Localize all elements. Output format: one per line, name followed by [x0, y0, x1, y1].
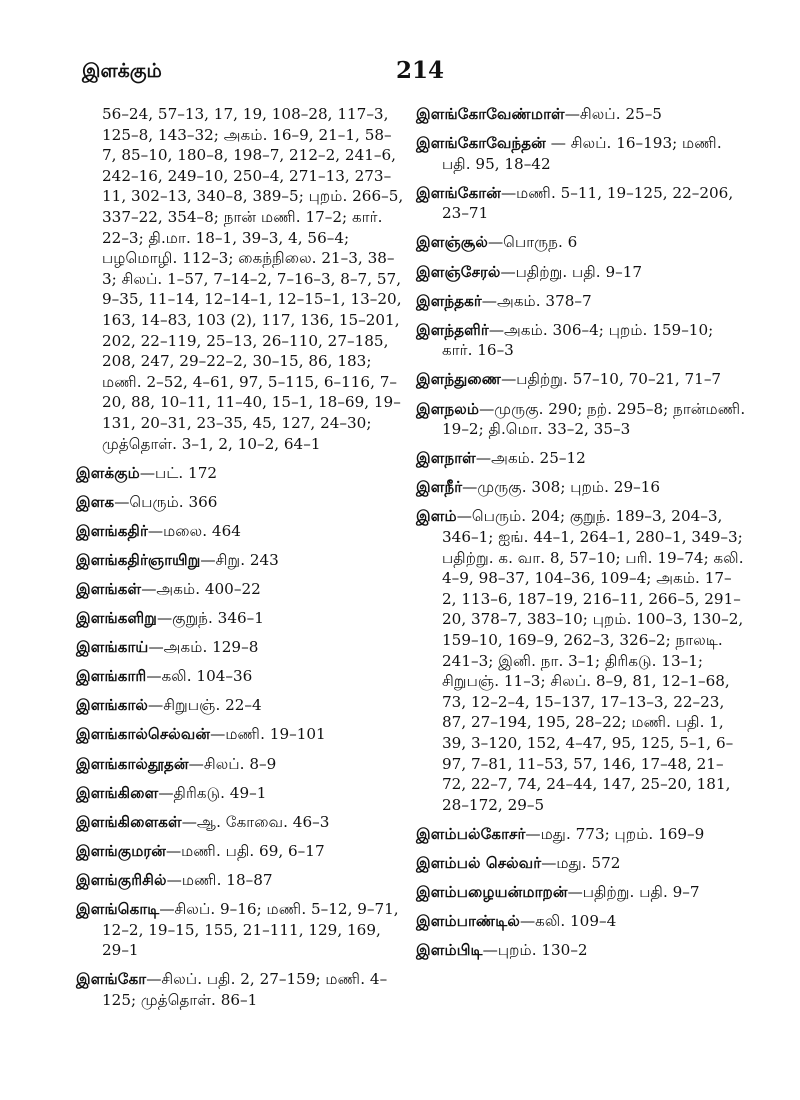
index-references: —திரிகடு. 49–1 — [158, 783, 267, 802]
index-entry — [76, 666, 404, 687]
index-entry — [76, 754, 404, 775]
index-entry — [76, 608, 404, 629]
index-references: —அகம். 306–4; புறம். 159–10; கார். 16–3 — [442, 320, 714, 360]
page-header — [0, 0, 800, 110]
index-entry — [76, 870, 404, 891]
index-headword: இளக — [76, 492, 115, 511]
index-headword: இளநாள் — [416, 449, 476, 468]
index-headword: இளங்கிளை — [76, 783, 159, 802]
index-headword: இளங்கிளைகள் — [76, 812, 182, 831]
index-references: —அகம். 25–12 — [475, 449, 586, 468]
index-entry — [416, 320, 746, 361]
index-headword: இளங்கால்செல்வன் — [76, 725, 211, 744]
index-references: —பொருந. 6 — [487, 233, 578, 252]
index-entry — [416, 506, 746, 815]
index-references: —மணி. 19–101 — [210, 725, 326, 744]
index-references: —முருகு. 290; நற். 295–8; நான்மணி. 19–2; தி.மொ. 33–2, 35–3 — [442, 399, 746, 439]
index-headword: இளம்பழையன்மாறன் — [416, 883, 568, 901]
index-entry — [76, 783, 404, 804]
index-entry — [416, 448, 746, 469]
index-entry — [76, 812, 404, 833]
index-headword: இளந்துணை — [416, 370, 502, 389]
index-entry — [416, 911, 746, 932]
page-number: 214 — [396, 57, 445, 84]
index-headword: இளங்கதிர்ஞாயிறு — [76, 550, 201, 569]
index-headword: இளங்கோ — [76, 970, 147, 989]
index-references: —கலி. 104–36 — [146, 667, 253, 686]
index-references: —பதிற்று. பதி. 9–7 — [567, 883, 700, 901]
index-entry — [76, 637, 404, 658]
index-references: —அகம். 129–8 — [148, 638, 259, 657]
index-references: —அகம். 400–22 — [141, 579, 261, 598]
index-entry — [416, 853, 746, 874]
index-references: —சிலப். 8–9 — [188, 754, 277, 773]
index-entry — [416, 133, 746, 174]
index-entry — [76, 521, 404, 542]
index-headword: இளங்களிறு — [76, 609, 157, 628]
index-references: —கலி. 109–4 — [519, 912, 617, 931]
index-headword: இளம் — [416, 507, 457, 526]
index-entry — [76, 579, 404, 600]
index-references: —முருகு. 308; புறம். 29–16 — [462, 478, 661, 497]
index-headword: இளநீர் — [416, 478, 463, 497]
index-headword: இளங்கால்தூதன் — [76, 754, 189, 773]
index-entry — [416, 477, 746, 498]
index-entry — [416, 369, 746, 390]
index-headword: இளந்தளிர் — [416, 320, 489, 339]
index-headword: இளம்பாண்டில் — [416, 912, 520, 931]
index-references: —புறம். 130–2 — [482, 941, 588, 960]
index-references: —மணி. 5–11, 19–125, 22–206, 23–71 — [442, 183, 734, 223]
index-references: —சிறுபஞ். 22–4 — [148, 696, 262, 715]
index-headword: இளங்கால் — [76, 696, 149, 715]
running-head: இளக்கும் — [82, 60, 162, 82]
index-headword: இளங்கோவேண்மாள் — [416, 105, 565, 123]
index-entry — [416, 291, 746, 312]
index-entry — [76, 695, 404, 716]
index-entry — [76, 969, 404, 1010]
index-headword: இளங்கோன் — [416, 183, 501, 202]
index-entry — [76, 492, 404, 513]
index-column-right — [416, 104, 746, 969]
index-entry — [416, 399, 746, 440]
index-entry — [416, 104, 746, 125]
index-references: —சிலப். பதி. 2, 27–159; மணி. 4–125; முத்தொள். 86–1 — [102, 970, 388, 1009]
index-headword: இளநலம் — [416, 399, 480, 418]
index-references: —மணி. பதி. 69, 6–17 — [165, 841, 325, 860]
index-references: —மலை. 464 — [147, 521, 241, 540]
index-references: —மணி. 18–87 — [166, 870, 273, 889]
index-headword: இளம்பல்கோசர் — [416, 824, 526, 843]
index-references: —பெரும். 366 — [114, 492, 218, 511]
index-references: 56–24, 57–13, 17, 19, 108–28, 117–3, 125–8, 143–32; அகம். 16–9, 21–1, 58–7, 85–10, 180–8, 198–7, 212–2, 241–6, 242–16, 249–10, 250–4, 271–13, 273–11, 302–13, 340–8, 389–5; புறம். 266–5, 337–22, 354–8; நான் மணி. 17–2; கார். 22–3; தி.மா. 18–1, 39–3, 4, 56–4; பழமொழி. 112–3; கைந்நிலை. 21–3, 38–3; சிலப். 1–57, 7–14–2, 7–16–3, 8–7, 57, 9–35, 11–14, 12–14–1, 12–15–1, 13–20, 163, 14–83, 103 (2), 117, 136, 15–201, 202, 22–119, 25–13, 26–110, 27–185, 208, 247, 29–22–2, 30–15, 86, 183; மணி. 2–52, 4–61, 97, 5–115, 6–116, 7–20, 88, 10–11, 11–40, 15–1, 18–69, 19–131, 20–31, 23–35, 45, 127, 24–30; முத்தொள். 3–1, 2, 10–2, 64–1 — [102, 105, 404, 453]
index-references: —அகம். 378–7 — [481, 291, 592, 310]
index-entry — [76, 724, 404, 745]
index-column-left — [76, 104, 404, 1019]
index-entry — [76, 463, 404, 484]
index-headword: இளம்பிடி — [416, 941, 483, 960]
index-headword: இளங்கள் — [76, 579, 142, 598]
index-references: —பதிற்று. 57–10, 70–21, 71–7 — [501, 370, 722, 389]
index-headword: இளந்தகர் — [416, 291, 482, 310]
index-references: —பெரும். 204; குறுந். 189–3, 204–3, 346–1; ஐங். 44–1, 264–1, 280–1, 349–3; பதிற்று. க. வா. 8, 57–10; பரி. 19–74; கலி. 4–9, 98–37, 104–36, 109–4; அகம். 17–2, 113–6, 187–19, 216–11, 266–5, 291–20, 378–7, 383–10; புறம். 100–3, 130–2, 159–10, 169–9, 262–3, 326–2; நாலடி. 241–3; இனி. நா. 3–1; திரிகடு. 13–1; சிறுபஞ். 11–3; சிலப். 8–9, 81, 12–1–68, 73, 12–2–4, 15–137, 17–13–3, 22–23, 87, 27–194, 195, 28–22; மணி. பதி. 1, 39, 3–120, 152, 4–47, 95, 125, 5–1, 6–97, 7–81, 11–53, 57, 146, 17–48, 21–72, 22–7, 74, 24–44, 147, 25–20, 181, 28–172, 29–5 — [442, 507, 744, 814]
index-headword: இளக்கும் — [76, 463, 140, 482]
index-entry — [76, 550, 404, 571]
index-references: —குறுந். 346–1 — [156, 609, 264, 628]
index-references: —பதிற்று. பதி. 9–17 — [500, 262, 643, 281]
index-references: —சிலப். 9–16; மணி. 5–12, 9–71, 12–2, 19–15, 155, 21–111, 129, 169, 29–1 — [102, 900, 399, 960]
index-entry — [416, 824, 746, 845]
index-entry — [416, 232, 746, 253]
index-references: —மது. 572 — [541, 853, 621, 872]
index-entry — [76, 104, 404, 454]
index-references: —சிலப். 25–5 — [564, 105, 662, 123]
index-headword: இளங்குரிசில் — [76, 870, 167, 889]
index-headword: இளங்கோவேந்தன் — [416, 134, 546, 153]
index-entry — [416, 183, 746, 224]
index-headword: இளஞ்சூல் — [416, 233, 488, 252]
index-entry — [416, 882, 746, 903]
index-references: —சிறு. 243 — [200, 550, 279, 569]
index-references: —பட். 172 — [139, 463, 218, 482]
index-references: — சிலப். 16–193; மணி. பதி. 95, 18–42 — [442, 134, 722, 173]
index-references: —ஆ. கோவை. 46–3 — [181, 812, 330, 831]
index-headword: இளங்காரி — [76, 667, 147, 686]
index-entry — [76, 841, 404, 862]
index-headword: இளங்கதிர் — [76, 521, 148, 540]
index-entry — [416, 940, 746, 961]
index-headword: இளங்காய் — [76, 638, 149, 657]
index-headword: இளம்பல் செல்வர் — [416, 853, 542, 872]
index-headword: இளங்கொடி — [76, 900, 160, 918]
index-headword: இளஞ்சேரல் — [416, 262, 501, 281]
index-entry — [416, 262, 746, 283]
index-headword: இளங்குமரன் — [76, 841, 166, 860]
index-entry — [76, 899, 404, 961]
index-references: —மது. 773; புறம். 169–9 — [525, 824, 705, 843]
